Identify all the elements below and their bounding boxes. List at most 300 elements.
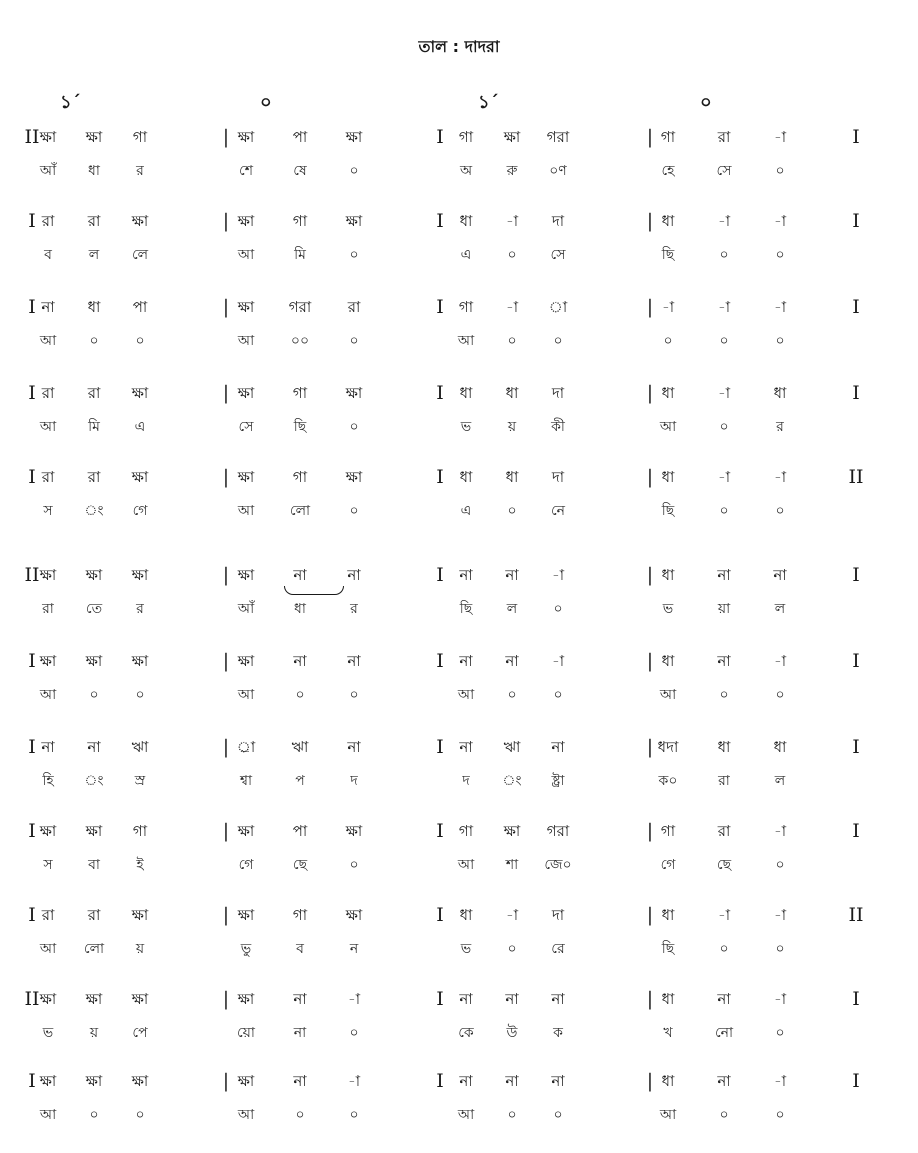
bar-line: II [24,126,40,148]
lyric-syllable: তে [85,601,103,617]
swara-note: -া [505,212,519,230]
swara-note: ধা [661,384,675,402]
bar-line: | [646,988,654,1010]
bar-line: I [28,466,36,488]
swara-note: রা [41,468,55,486]
bar-line: I [436,466,444,488]
bar-line: I [28,210,36,232]
swara-note: ক্ষা [345,128,363,146]
swara-row [0,1066,918,1096]
swara-note: ক্ষা [237,652,255,670]
notation-line [0,292,918,376]
swara-row [0,732,918,762]
lyric-syllable: ০ [553,687,563,703]
lyric-syllable: ভ [460,941,472,957]
swara-row [0,462,918,492]
lyric-syllable: ছে [716,857,732,873]
swara-note: রা [87,468,101,486]
beat-mark-khali: ০ [260,92,272,113]
swara-note: না [505,990,519,1008]
bar-line: I [436,210,444,232]
swara-note: ধা [459,212,473,230]
lyric-syllable: ষ্ট্রা [551,773,565,789]
swara-note: ধদা [657,738,679,756]
swara-note: গা [458,822,474,840]
lyric-syllable: স [43,857,53,873]
bar-line: | [646,466,654,488]
beat-mark-khali-2: ০ [700,92,712,113]
swara-note: না [293,1072,307,1090]
bar-line: | [646,296,654,318]
swara-note: রা [87,212,101,230]
swara-note: -া [551,652,565,670]
lyric-syllable: আ [237,333,255,349]
swara-note: -া [773,212,787,230]
swara-note: না [459,566,473,584]
swara-note: ক্ষা [131,652,149,670]
lyric-syllable: পে [132,1025,148,1041]
swara-note: ক্ষা [237,990,255,1008]
swara-note: ধা [459,906,473,924]
swara-note: র্া [236,738,256,756]
lyric-syllable: ন [349,941,359,957]
swara-note: ক্ষা [39,566,57,584]
swara-note: গরা [288,298,312,316]
swara-note: রা [41,384,55,402]
lyric-syllable: রে [551,941,565,957]
swara-note: গা [292,384,308,402]
swara-note: না [293,652,307,670]
bar-line: I [28,382,36,404]
lyric-syllable: ছে [292,857,308,873]
bar-line: I [852,650,860,672]
swara-note: ক্ষা [345,384,363,402]
lyric-syllable: ভ [460,419,472,435]
swara-note: না [505,566,519,584]
lyric-syllable: ০ [719,419,729,435]
lyric-syllable: ০ [719,941,729,957]
lyric-syllable: আ [39,687,57,703]
swara-note: পা [132,298,148,316]
swara-note: দা [551,468,565,486]
lyric-syllable: শে [239,163,253,179]
bar-line: I [28,1070,36,1092]
swara-note: -া [773,906,787,924]
notation-line [0,1066,918,1150]
lyric-syllable: ০ [775,687,785,703]
swara-note: না [717,566,731,584]
lyric-syllable: লো [289,503,311,519]
bar-line: I [436,296,444,318]
swara-note: -া [717,298,731,316]
lyric-syllable: ং [84,773,104,789]
notation-line [0,122,918,206]
lyric-syllable: ০০ [290,333,310,349]
lyric-syllable: ছি [661,247,675,263]
bar-line: I [852,988,860,1010]
lyric-syllable: রা [718,773,730,789]
swara-note: না [551,990,565,1008]
bar-line: I [28,296,36,318]
lyric-syllable: ০ [775,163,785,179]
lyric-syllable: কী [551,419,565,435]
bar-line: | [646,564,654,586]
lyric-syllable: ক০ [658,773,678,789]
lyric-syllable: ভ [42,1025,54,1041]
bar-line: | [646,382,654,404]
lyric-syllable: ০ [507,503,517,519]
lyric-syllable: ল [774,601,786,617]
swara-note: না [41,298,55,316]
swara-note: পা [292,822,308,840]
notation-line [0,816,918,900]
lyric-syllable: গে [660,857,676,873]
swara-note: ক্ষা [131,212,149,230]
swara-note: গা [660,128,676,146]
lyric-syllable: ং [502,773,522,789]
lyric-syllable: ০ [349,333,359,349]
bar-line: | [646,736,654,758]
lyric-syllable: ০ [775,857,785,873]
bar-line: | [222,820,230,842]
lyric-syllable: ০ [89,1107,99,1123]
bar-line: | [222,1070,230,1092]
bar-line: | [222,382,230,404]
swara-note: ক্ষা [237,566,255,584]
lyric-syllable: প [295,773,305,789]
lyric-syllable: ল [506,601,518,617]
swara-note: ক্ষা [237,384,255,402]
swara-note: -া [773,468,787,486]
lyric-syllable: রু [506,163,518,179]
bar-line: | [646,904,654,926]
swara-note: ক্ষা [131,566,149,584]
swara-note: ধা [717,738,731,756]
lyric-syllable: সে [716,163,732,179]
bar-line: | [222,988,230,1010]
lyric-syllable: নো [714,1025,734,1041]
swara-note: গা [458,298,474,316]
lyric-syllable: আ [457,333,475,349]
lyric-syllable: ০ [775,1107,785,1123]
lyric-row [0,156,918,186]
lyric-syllable: স্র [134,773,146,789]
lyric-syllable: ই [136,857,144,873]
bar-line: I [852,296,860,318]
bar-line: | [646,650,654,672]
bar-line: II [848,904,864,926]
lyric-syllable: কে [458,1025,474,1041]
swara-note: না [459,738,473,756]
lyric-syllable: ব [44,247,52,263]
lyric-syllable: ০ [507,1107,517,1123]
tala-title: তাল : দাদরা [418,37,500,56]
lyric-syllable: ০ [135,687,145,703]
swara-note: ক্ষা [131,468,149,486]
swara-note: ক্ষা [85,128,103,146]
lyric-syllable: ০ [775,503,785,519]
swara-note: রা [717,128,731,146]
lyric-syllable: মি [88,419,100,435]
lyric-syllable: অ [459,163,473,179]
lyric-syllable: লো [83,941,105,957]
swara-note: ক্ষা [39,652,57,670]
lyric-syllable: য়ো [237,1025,255,1041]
swara-note: ধা [661,652,675,670]
lyric-syllable: ব [296,941,304,957]
lyric-row [0,1100,918,1130]
lyric-syllable: খ [663,1025,673,1041]
swara-note: রা [41,906,55,924]
lyric-syllable: ০ [349,247,359,263]
lyric-row [0,240,918,270]
bar-line: II [848,466,864,488]
lyric-syllable: আঁ [237,601,255,617]
bar-line: | [222,296,230,318]
swara-note: -া [347,1072,361,1090]
swara-note: না [459,652,473,670]
bar-line: I [852,210,860,232]
lyric-syllable: ০ [295,687,305,703]
bar-line: I [852,1070,860,1092]
lyric-syllable: ধা [88,163,100,179]
lyric-syllable: দ [462,773,470,789]
swara-note: -া [661,298,675,316]
swara-note: ধা [661,906,675,924]
swara-note: না [459,990,473,1008]
lyric-syllable: ং [84,503,104,519]
swara-note: না [773,566,787,584]
lyric-syllable: ০ণ [549,163,567,179]
bar-line: I [436,564,444,586]
swara-note: না [551,1072,565,1090]
lyric-syllable: আ [39,333,57,349]
swara-note: গা [292,212,308,230]
lyric-syllable: ০ [89,687,99,703]
lyric-syllable: ল [774,773,786,789]
swara-note: রা [347,298,361,316]
lyric-syllable: আ [39,1107,57,1123]
swara-note: ধা [661,990,675,1008]
lyric-syllable: ক [553,1025,563,1041]
swara-note: ক্ষা [131,384,149,402]
bar-line: I [28,736,36,758]
lyric-syllable: ০ [775,247,785,263]
lyric-syllable: ০ [89,333,99,349]
swara-note: ক্ষা [131,906,149,924]
lyric-syllable: ০ [507,247,517,263]
lyric-syllable: দ [350,773,358,789]
lyric-syllable: এ [460,503,472,519]
swara-row [0,292,918,322]
swara-note: ধা [505,468,519,486]
bar-line: | [646,1070,654,1092]
bar-line: | [222,904,230,926]
swara-row [0,646,918,676]
lyric-syllable: ০ [349,503,359,519]
swara-note: ঋা [503,738,521,756]
swara-note: ক্ষা [237,906,255,924]
lyric-syllable: না [293,1025,307,1041]
lyric-row [0,496,918,526]
bar-line: I [852,126,860,148]
lyric-syllable: নে [550,503,566,519]
lyric-syllable: হে [661,163,675,179]
lyric-syllable: আ [237,247,255,263]
lyric-syllable: ভু [240,941,252,957]
swara-note: ধা [661,1072,675,1090]
swara-note: -া [717,212,731,230]
swara-note: ক্ষা [39,128,57,146]
lyric-syllable: লে [131,247,149,263]
lyric-syllable: বা [88,857,100,873]
swara-note: ক্ষা [39,822,57,840]
bar-line: I [28,904,36,926]
lyric-syllable: র [136,601,144,617]
lyric-syllable: রা [42,601,54,617]
swara-note: -া [717,468,731,486]
swara-note: গা [458,128,474,146]
bar-line: I [436,126,444,148]
bar-line: I [436,382,444,404]
swara-note: ধা [87,298,101,316]
swara-note: -া [773,822,787,840]
swara-note: ক্ষা [85,1072,103,1090]
lyric-row [0,594,918,624]
notation-line [0,378,918,462]
lyric-syllable: আ [39,419,57,435]
lyric-row [0,850,918,880]
swara-note: না [347,652,361,670]
swara-note: -া [773,990,787,1008]
swara-note: -া [505,906,519,924]
swara-note: ক্ষা [345,906,363,924]
bar-line: I [436,736,444,758]
swara-note: গা [660,822,676,840]
swara-note: ধা [459,468,473,486]
swara-note: -া [505,298,519,316]
swara-note: ক্ষা [503,822,521,840]
swara-note: -া [773,128,787,146]
bar-line: I [28,650,36,672]
lyric-syllable: ০ [553,601,563,617]
swara-note: গা [292,906,308,924]
swara-note: রা [41,212,55,230]
bar-line: II [24,564,40,586]
swara-note: গরা [546,128,570,146]
bar-line: I [852,564,860,586]
lyric-syllable: ছি [459,601,473,617]
lyric-syllable: ০ [775,941,785,957]
lyric-syllable: সে [238,419,254,435]
swara-row [0,816,918,846]
swara-note: ধা [773,384,787,402]
bar-line: I [436,988,444,1010]
lyric-row [0,1018,918,1048]
notation-line [0,462,918,546]
lyric-syllable: এ [134,419,146,435]
swara-note: ক্ষা [237,298,255,316]
lyric-syllable: আ [237,687,255,703]
lyric-syllable: আ [457,687,475,703]
swara-note: গা [132,128,148,146]
lyric-syllable: আ [659,687,677,703]
beat-mark-sam: ১´ [60,92,81,113]
bar-line: | [222,210,230,232]
swara-row [0,206,918,236]
bar-line: I [852,736,860,758]
swara-note: রা [87,906,101,924]
swara-note: না [717,990,731,1008]
lyric-row [0,766,918,796]
lyric-syllable: হি [42,773,54,789]
swara-note: ধা [661,212,675,230]
notation-line [0,206,918,290]
lyric-syllable: সে [550,247,566,263]
bar-line: I [436,1070,444,1092]
swara-note: গরা [546,822,570,840]
bar-line: | [222,564,230,586]
beat-mark-sam-2: ১´ [478,92,499,113]
bar-line: | [646,210,654,232]
bar-line: | [222,126,230,148]
lyric-syllable: আ [659,1107,677,1123]
swara-note: না [505,652,519,670]
bar-line: I [852,382,860,404]
swara-note: -া [717,906,731,924]
swara-note: না [293,990,307,1008]
swara-note: না [551,738,565,756]
bar-line: II [24,988,40,1010]
lyric-syllable: ০ [775,1025,785,1041]
lyric-syllable: ০ [135,1107,145,1123]
swara-note: গা [292,468,308,486]
lyric-syllable: গে [238,857,254,873]
lyric-syllable: ষে [293,163,307,179]
lyric-syllable: ০ [349,163,359,179]
swara-row [0,378,918,408]
lyric-syllable: ০ [295,1107,305,1123]
swara-note: ক্ষা [237,128,255,146]
swara-note: ধা [773,738,787,756]
notation-line [0,900,918,984]
swara-row [0,122,918,152]
swara-note: গা [132,822,148,840]
lyric-row [0,412,918,442]
lyric-syllable: ০ [135,333,145,349]
swara-note: না [717,1072,731,1090]
bar-line: I [852,820,860,842]
swara-note: দা [551,212,565,230]
lyric-syllable: আ [237,503,255,519]
lyric-syllable: য়া [717,601,731,617]
lyric-row [0,326,918,356]
swara-note: -া [773,1072,787,1090]
lyric-syllable: ০ [507,333,517,349]
swara-note: ক্ষা [345,212,363,230]
bar-line: I [436,820,444,842]
lyric-syllable: আ [237,1107,255,1123]
swara-note: -া [773,298,787,316]
bar-line: I [436,650,444,672]
lyric-syllable: ০ [719,1107,729,1123]
swara-note: পা [292,128,308,146]
lyric-syllable: আঁ [39,163,57,179]
swara-note: না [347,738,361,756]
lyric-syllable: ভ [662,601,674,617]
lyric-syllable: শ্বা [239,773,253,789]
swara-note: ক্ষা [131,990,149,1008]
